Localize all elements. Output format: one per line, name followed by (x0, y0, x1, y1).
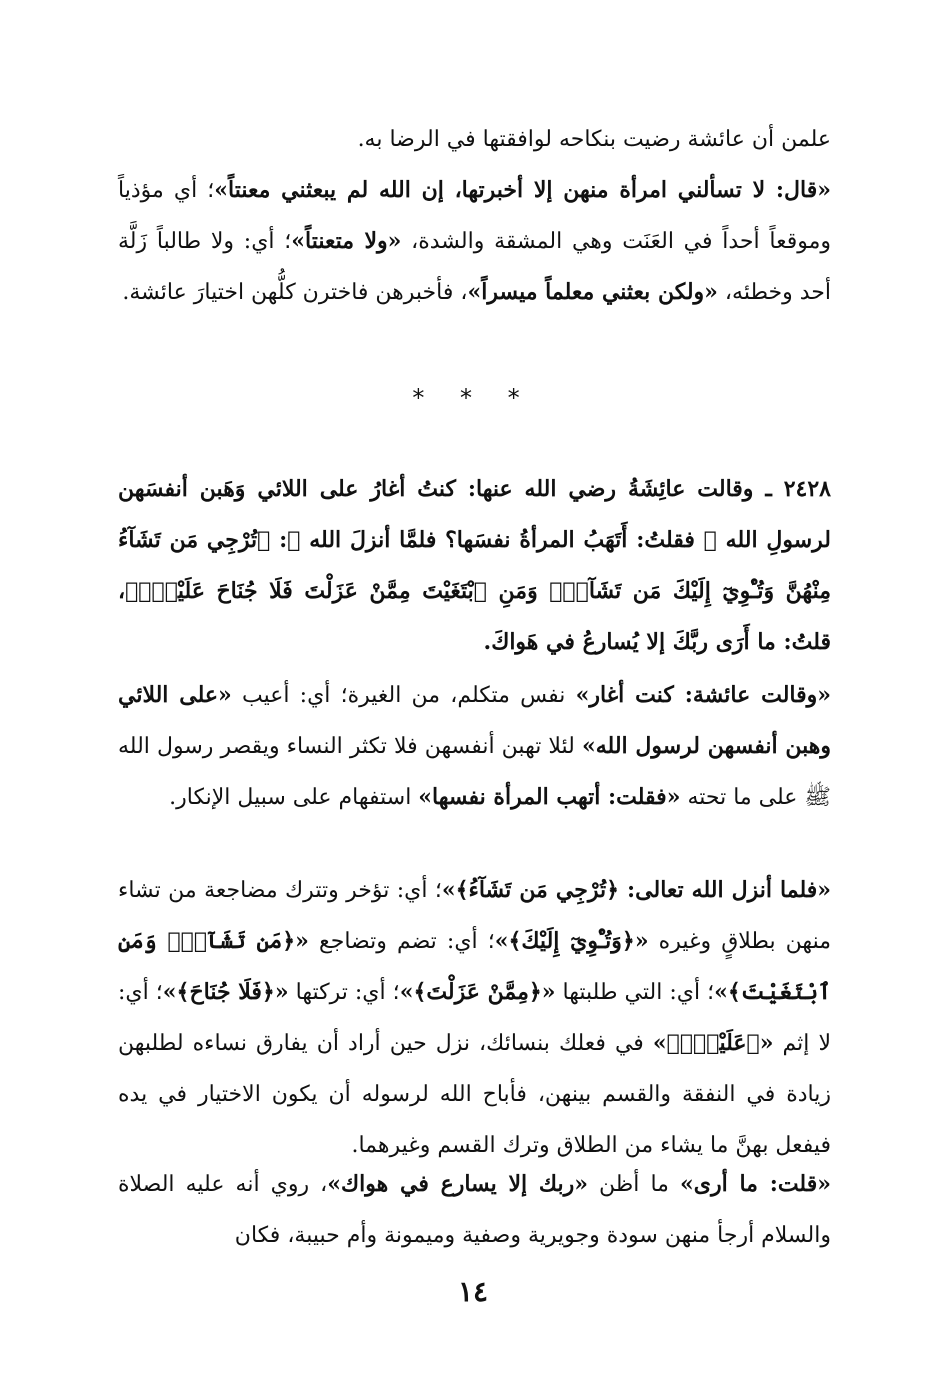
quote-bold: «ولا متعنتاً» (291, 228, 402, 254)
commentary-text: ؛ أي: التي طلبتها (555, 980, 715, 1005)
section-separator: * * * (412, 384, 534, 412)
commentary-text: استفهام على سبيل الإنكار. (169, 785, 419, 810)
quote-bold: «﴿عَلَيْكَۚ﴾» (652, 1030, 774, 1056)
quote-bold: «على اللائي وهبن أنفسهن لرسول الله» (118, 682, 831, 759)
paragraph-6 (118, 1159, 831, 1261)
paragraph-4 (118, 670, 831, 823)
commentary-text: ما أظن (587, 1172, 681, 1197)
hadith-2428 (118, 464, 831, 668)
paragraph-1 (118, 114, 831, 165)
commentary-text: ، روي أنه عليه الصلاة والسلام أرجأ منهن سودة وجويرية وصفية وميمونة وأم حبيبة، فكان (118, 1172, 831, 1248)
quote-bold: «فقلت: أتهب المرأة نفسها» (418, 784, 681, 810)
quote-bold: «ولكن بعثني معلماً ميسراً» (467, 279, 718, 305)
commentary-text: ؛ أي: تضم وتضاجع (308, 929, 495, 954)
quote-bold: «﴿مَن تَشَآءُۖ وَمَنِ ٱبْتَغَيْتَ﴾» (118, 928, 832, 1005)
paragraph-5 (118, 865, 831, 1171)
commentary-text: ؛ أي مؤذياً وموقعاً أحداً في العَنَت وهي المشقة والشدة، (118, 178, 831, 254)
quote-bold: «وقالت عائشة: كنت أغار» (575, 682, 832, 708)
quote-bold: «قلت: ما أرى» (680, 1171, 831, 1197)
quote-bold: «﴿وَتُـْٔوِيٓ إِلَيْكَ﴾» (494, 928, 649, 954)
quote-bold: «قال: لا تسألني امرأة منهن إلا أخبرتها، إن الله لم يبعثني معنتاً» (214, 177, 831, 203)
commentary-text: نفس متكلم، من الغيرة؛ أي: أعيب (231, 683, 576, 708)
commentary-text: ؛ أي: تؤخر وتترك مضاجعة من تشاء منهن بطلاقٍ وغيره (118, 878, 831, 954)
quote-bold: «فلما أنزل الله تعالى: ﴿تُرْجِي مَن تَشَآءُ﴾» (441, 877, 832, 903)
commentary-text: لئلا تهبن أنفسهن فلا تكثر النساء ويقصر رسول الله ﷺ على ما تحته (118, 734, 831, 810)
commentary-text: ؛ أي: تركتها (288, 980, 400, 1005)
quote-bold: «ربك إلا يسارع في هواك» (327, 1171, 588, 1197)
commentary-text: في فعلك بنسائك، نزل حين أراد أن يفارق نساءه لطلبهن زيادة في النفقة والقسم بينهن، فأباح الله لرسوله أن يكون الاختيار في يده فيفعل بهنَّ ما يشاء من الطلاق وترك القسم وغيرهما. (118, 1031, 831, 1158)
commentary-text: ، فأخبرهن فاخترن كلُّهن اختيارَ عائشة. (122, 280, 468, 305)
quote-bold: «﴿مِمَّنْ عَزَلْتَ﴾» (399, 979, 556, 1005)
commentary-text: ؛ أي: ولا طالباً زَلَّة أحد وخطئه، (118, 229, 831, 305)
paragraph-1-text: علمن أن عائشة رضيت بنكاحه لوافقتها في الرضا به. (357, 127, 831, 152)
hadith-text: ٢٤٢٨ ـ وقالت عائِشَةُ رضي الله عنها: كنتُ أغارُ على اللائي وَهَبن أنفسَهن لرسولِ الله ﷺ فقلتُ: أَتَهَبُ المرأةُ نفسَها؟ فلمَّا أنزلَ الله ﷻ: ﴿تُرْجِي مَن تَشَآءُ مِنْهُنَّ وَتُـْٔوِيٓ إِلَيْكَ مَن تَشَآءُۖ وَمَنِ ٱبْتَغَيْتَ مِمَّنْ عَزَلْتَ فَلَا جُنَاحَ عَلَيْكَۚ﴾، قلتُ: ما أَرَى ربَّكَ إلا يُسارعُ في هَواكَ. (118, 476, 831, 655)
quote-bold: «﴿فَلَا جُنَاحَ﴾» (162, 979, 289, 1005)
paragraph-2 (118, 165, 831, 318)
page-number: ١٤ (457, 1275, 489, 1308)
commentary-text: ؛ أي: لا إثم (118, 980, 831, 1056)
